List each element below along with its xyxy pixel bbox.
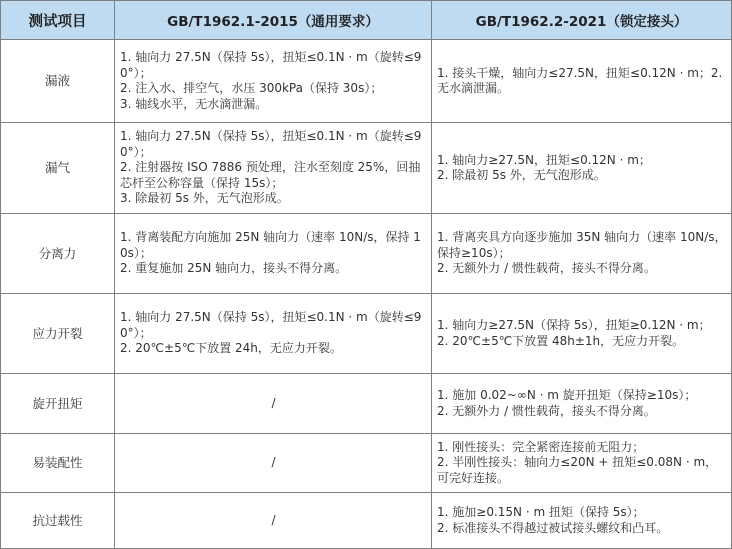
requirement-line: 1. 轴向力 27.5N（保持 5s），扭矩≤0.1N · m（旋转≤90°）； — [120, 310, 422, 340]
requirement-line: / — [271, 455, 276, 470]
header-std-2015: GB/T1962.1-2015（通用要求） — [115, 1, 432, 40]
requirement-line: 1. 刚性接头：完全紧密连接前无阻力； — [437, 439, 645, 454]
test-item-cell: 抗过载性 — [1, 493, 115, 549]
requirement-line: 1. 轴向力 27.5N（保持 5s），扭矩≤0.1N · m（旋转≤90°）； — [120, 129, 422, 159]
std-2015-cell — [115, 294, 432, 374]
std-2021-cell — [432, 40, 732, 123]
requirement-line: 1. 轴向力≥27.5N，扭矩≤0.12N · m； — [437, 152, 651, 167]
std-2021-cell — [432, 214, 732, 294]
table-row — [1, 493, 732, 549]
requirement-line: / — [271, 512, 276, 527]
header-row — [1, 1, 732, 40]
std-2015-cell — [115, 123, 432, 214]
requirement-line: 2. 半刚性接头：轴向力≤20N + 扭矩≤0.08N · m，可完好连接。 — [437, 455, 718, 485]
table-row — [1, 294, 732, 374]
requirement-line: 1. 轴向力≥27.5N（保持 5s），扭矩≥0.12N · m； — [437, 318, 711, 332]
std-2021-cell — [432, 374, 732, 434]
table-row — [1, 374, 732, 434]
requirement-line: 1. 背离夹具方向逐步施加 35N 轴向力（速率 10N/s，保持≥10s）； — [437, 230, 727, 260]
std-2015-cell — [115, 40, 432, 123]
requirement-line: 2. 标准接头不得越过被试接头螺纹和凸耳。 — [437, 520, 669, 535]
header-test-item: 测试项目 — [1, 1, 115, 40]
table-row — [1, 434, 732, 493]
requirement-line: 2. 除最初 5s 外，无气泡形成。 — [437, 168, 606, 182]
requirement-line: 2. 注入水、排空气，水压 300kPa（保持 30s）； — [120, 81, 383, 95]
requirement-line: 1. 施加 0.02~∞N · m 旋开扭矩（保持≥10s）； — [437, 388, 697, 402]
test-item-cell: 旋开扭矩 — [1, 374, 115, 434]
table-row — [1, 123, 732, 214]
requirement-line: 2. 重复施加 25N 轴向力，接头不得分离。 — [120, 261, 348, 276]
test-item-cell: 应力开裂 — [1, 294, 115, 374]
requirement-line: 2. 20℃±5℃下放置 48h±1h，无应力开裂。 — [437, 333, 685, 348]
test-item-cell: 易装配性 — [1, 434, 115, 493]
requirement-line: 1. 背离装配方向施加 25N 轴向力（速率 10N/s，保持 10s）； — [120, 230, 421, 260]
requirement-line: 2. 无额外力 / 惯性载荷，接头不得分离。 — [437, 261, 656, 276]
std-2015-cell — [115, 374, 432, 434]
std-2021-cell — [432, 294, 732, 374]
requirement-line: 3. 除最初 5s 外，无气泡形成。 — [120, 191, 289, 206]
requirement-line: 1. 轴向力 27.5N（保持 5s），扭矩≤0.1N · m（旋转≤90°）； — [120, 50, 422, 80]
requirement-line: 1. 施加≥0.15N · m 扭矩（保持 5s）； — [437, 505, 645, 519]
requirement-line: 2. 无额外力 / 惯性载荷，接头不得分离。 — [437, 403, 656, 418]
std-2015-cell — [115, 214, 432, 294]
std-2021-cell — [432, 434, 732, 493]
requirement-line: 2. 注射器按 ISO 7886 预处理，注水至刻度 25%，回抽芯杆至公称容量（保持 15s）； — [120, 160, 421, 190]
test-item-cell: 漏液 — [1, 40, 115, 123]
std-2015-cell — [115, 434, 432, 493]
test-item-cell: 分离力 — [1, 214, 115, 294]
table-body — [1, 40, 732, 549]
std-2015-cell — [115, 493, 432, 549]
table-row — [1, 40, 732, 123]
table-row — [1, 214, 732, 294]
test-item-cell: 漏气 — [1, 123, 115, 214]
std-2021-cell — [432, 123, 732, 214]
header-std-2021: GB/T1962.2-2021（锁定接头） — [432, 1, 732, 40]
requirement-line: 2. 20℃±5℃下放置 24h，无应力开裂。 — [120, 341, 342, 356]
requirement-line: 3. 轴线水平，无水滴泄漏。 — [120, 96, 268, 111]
std-2021-cell — [432, 493, 732, 549]
requirement-line: 1. 接头干燥，轴向力≤27.5N，扭矩≤0.12N · m；2. 无水滴泄漏。 — [437, 65, 723, 95]
requirement-line: / — [271, 395, 276, 410]
